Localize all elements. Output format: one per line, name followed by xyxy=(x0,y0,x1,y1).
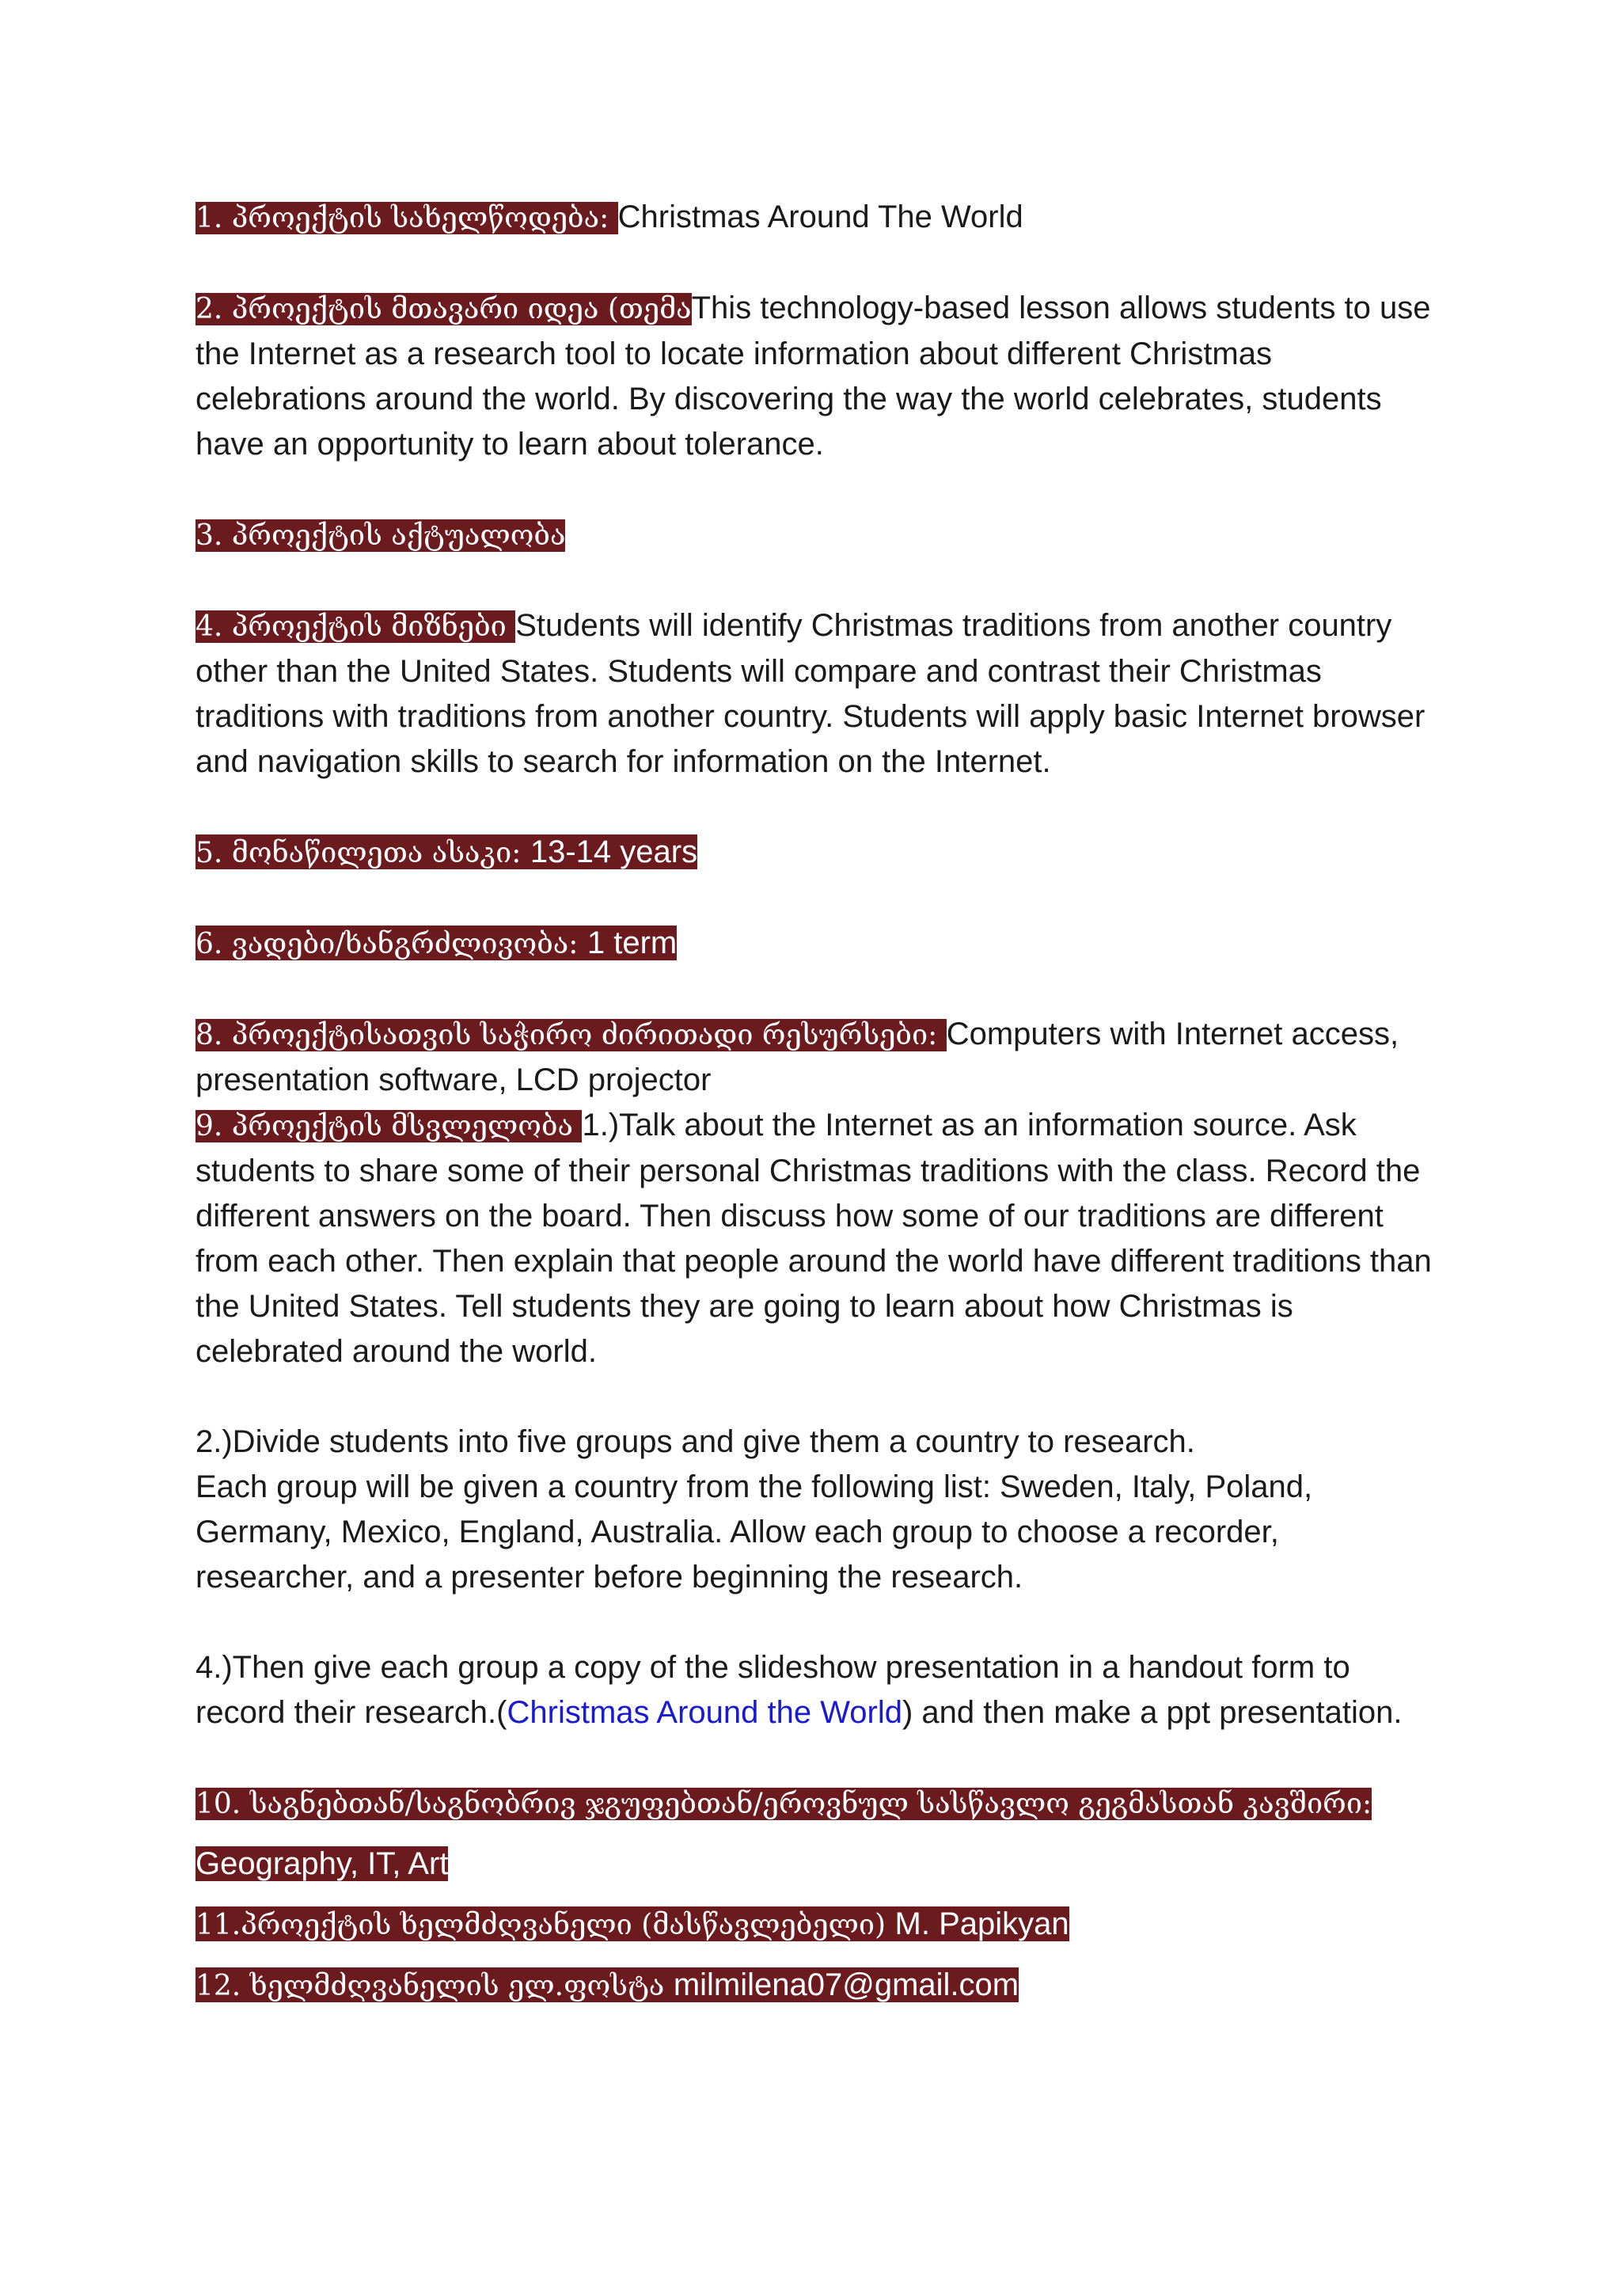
procedure-step-1: 1.)Talk about the Internet as an information source. Ask students to share some of their personal Christmas traditions with the class. Record the different answers on the board. Then discuss how some of our traditions are different from each other. Then explain that people around the world have different traditions than the United States. Tell students they are going to learn about how Christmas is celebrated around the world. xyxy=(196,1108,1432,1369)
section-6-highlight xyxy=(196,926,677,960)
document-page xyxy=(196,195,1438,2009)
section-9-label: 9. პროექტის მსვლელობა xyxy=(196,1110,583,1142)
procedure-step-4 xyxy=(196,1645,1438,1735)
section-10 xyxy=(196,1781,1438,1827)
section-5 xyxy=(196,830,1438,876)
participants-age: 13-14 years xyxy=(530,834,698,869)
section-8 xyxy=(196,1012,1438,1103)
section-12-label: 12. ხელმძღვანელის ელ.ფოსტა xyxy=(196,1970,674,2002)
section-6-label: 6. ვადები/ხანგრძლივობა: xyxy=(196,928,587,960)
goals-text: Students will identify Christmas traditions from another country other than the United States. Students will compare and contrast their Christmas traditions with traditions from another country. Students will apply basic Internet browser and navigation skills to search for information on the Internet. xyxy=(196,608,1425,779)
section-9 xyxy=(196,1103,1438,1374)
section-3 xyxy=(196,512,1438,558)
step-4-text-before: 4.)Then give each group a copy of the slideshow presentation in a handout form to record their research.( xyxy=(196,1650,1350,1730)
section-1-label: 1. პროექტის სახელწოდება: xyxy=(196,202,618,234)
section-12 xyxy=(196,1963,1438,2009)
section-10-subjects xyxy=(196,1842,1438,1887)
section-11-label: 11.პროექტის ხელმძღვანელი (მასწავლებელი) xyxy=(196,1909,895,1941)
section-1 xyxy=(196,195,1438,241)
section-11 xyxy=(196,1902,1438,1948)
section-3-label: 3. პროექტის აქტუალობა xyxy=(196,519,566,552)
duration-value: 1 term xyxy=(587,926,678,960)
section-10-label: 10. საგნებთან/საგნობრივ ჯგუფებთან/ეროვნულ სასწავლო გეგმასთან კავშირი: xyxy=(196,1788,1372,1820)
section-4 xyxy=(196,603,1438,785)
section-8-label: 8. პროექტისათვის საჭირო ძირითადი რესურსები: xyxy=(196,1019,947,1051)
section-12-highlight xyxy=(196,1967,1019,2002)
teacher-name: M. Papikyan xyxy=(894,1906,1069,1941)
section-2 xyxy=(196,286,1438,467)
section-4-label: 4. პროექტის მიზნები xyxy=(196,610,516,643)
section-11-highlight xyxy=(196,1906,1069,1941)
resources-text: Computers with Internet access, presentation software, LCD projector xyxy=(196,1017,1399,1097)
procedure-step-2: 2.)Divide students into five groups and give them a country to research. xyxy=(196,1424,1195,1459)
step-4-text-after: ) and then make a ppt presentation. xyxy=(902,1695,1403,1730)
procedure-step-2-details: Each group will be given a country from the following list: Sweden, Italy, Poland, Germany, Mexico, England, Australia. Allow each group to choose a recorder, researcher, and a presenter before beginning the research. xyxy=(196,1469,1313,1595)
section-5-highlight xyxy=(196,834,697,869)
subjects-value: Geography, IT, Art xyxy=(196,1846,449,1881)
section-2-label: 2. პროექტის მთავარი იდეა (თემა xyxy=(196,293,692,325)
project-title: Christmas Around The World xyxy=(617,200,1023,234)
christmas-around-world-link[interactable]: Christmas Around the World xyxy=(507,1695,902,1730)
section-5-label: 5. მონაწილეთა ასაკი: xyxy=(196,837,530,869)
teacher-email[interactable]: milmilena07@gmail.com xyxy=(673,1967,1019,2002)
main-idea-text: This technology-based lesson allows students to use the Internet as a research tool to locate information about different Christmas celebrations around the world. By discovering the way the world celebrates, students have an opportunity to learn about tolerance. xyxy=(196,291,1431,462)
section-6 xyxy=(196,921,1438,967)
